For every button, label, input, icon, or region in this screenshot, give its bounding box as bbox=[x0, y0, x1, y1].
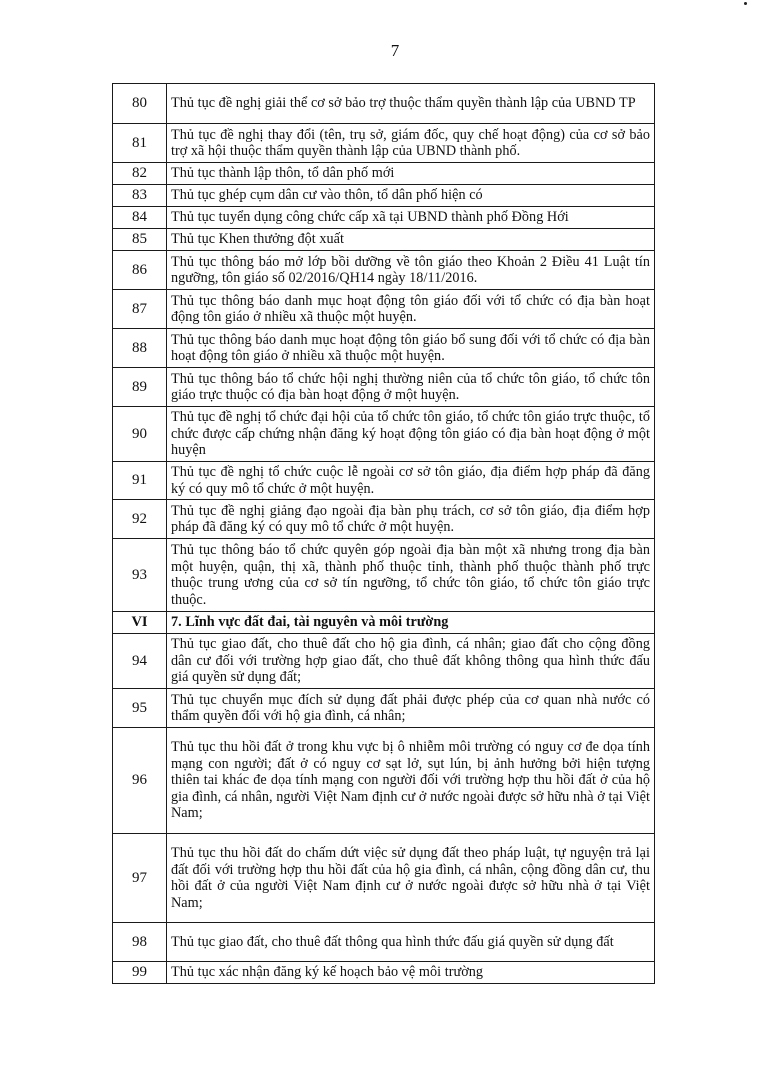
table-row bbox=[113, 368, 655, 407]
row-number: 89 bbox=[113, 368, 167, 407]
table-row bbox=[113, 229, 655, 251]
procedure-table-body bbox=[113, 84, 655, 984]
section-title: 7. Lĩnh vực đất đai, tài nguyên và môi trường bbox=[167, 612, 655, 634]
procedure-name: Thủ tục giao đất, cho thuê đất cho hộ gia đình, cá nhân; giao đất cho cộng đồng dân cư đối với trường hợp giao đất, cho thuê đất không thông qua hình thức đấu giá quyền sử dụng đất; bbox=[167, 634, 655, 689]
procedure-name: Thủ tục thông báo danh mục hoạt động tôn giáo đối với tổ chức có địa bàn hoạt động tôn giáo ở nhiều xã thuộc một huyện. bbox=[167, 290, 655, 329]
row-number: 97 bbox=[113, 834, 167, 923]
procedure-name: Thủ tục chuyển mục đích sử dụng đất phải được phép của cơ quan nhà nước có thẩm quyền đối với hộ gia đình, cá nhân; bbox=[167, 689, 655, 728]
procedure-name: Thủ tục thông báo tổ chức quyên góp ngoài địa bàn một xã nhưng trong địa bàn một huyện, quận, thị xã, thành phố thuộc tỉnh, thành phố thuộc thành phố trực thuộc trung ương của cơ sở tín ngưỡng, tổ chức tôn giáo, tổ chức tôn giáo trực thuộc. bbox=[167, 539, 655, 612]
table-row bbox=[113, 163, 655, 185]
procedure-table bbox=[112, 83, 655, 984]
row-number: 87 bbox=[113, 290, 167, 329]
procedure-name: Thủ tục thông báo tổ chức hội nghị thường niên của tổ chức tôn giáo, tổ chức tôn giáo trực thuộc có địa bàn hoạt động ở một huyện. bbox=[167, 368, 655, 407]
table-row bbox=[113, 689, 655, 728]
scan-artifact-dot bbox=[744, 2, 747, 5]
row-number: 96 bbox=[113, 728, 167, 834]
table-row bbox=[113, 407, 655, 462]
table-row bbox=[113, 728, 655, 834]
procedure-name: Thủ tục ghép cụm dân cư vào thôn, tổ dân phố hiện có bbox=[167, 185, 655, 207]
table-row bbox=[113, 207, 655, 229]
row-number: 85 bbox=[113, 229, 167, 251]
row-number: 95 bbox=[113, 689, 167, 728]
table-row bbox=[113, 329, 655, 368]
procedure-name: Thủ tục đề nghị tổ chức đại hội của tổ chức tôn giáo, tổ chức tôn giáo trực thuộc, tổ chức được cấp chứng nhận đăng ký hoạt động tôn giáo có địa bàn hoạt động ở một huyện bbox=[167, 407, 655, 462]
table-row bbox=[113, 539, 655, 612]
row-number: 94 bbox=[113, 634, 167, 689]
row-number: 86 bbox=[113, 251, 167, 290]
row-number: 91 bbox=[113, 462, 167, 500]
table-row bbox=[113, 634, 655, 689]
row-number: 88 bbox=[113, 329, 167, 368]
procedure-name: Thủ tục Khen thưởng đột xuất bbox=[167, 229, 655, 251]
procedure-name: Thủ tục đề nghị tổ chức cuộc lễ ngoài cơ sở tôn giáo, địa điểm hợp pháp đã đăng ký có quy mô tổ chức ở một huyện. bbox=[167, 462, 655, 500]
row-number: 84 bbox=[113, 207, 167, 229]
procedure-name: Thủ tục thành lập thôn, tổ dân phố mới bbox=[167, 163, 655, 185]
procedure-name: Thủ tục thu hồi đất ở trong khu vực bị ô nhiễm môi trường có nguy cơ đe dọa tính mạng con người; đất ở có nguy cơ sạt lở, sụt lún, bị ảnh hưởng bởi hiện tượng thiên tai khác đe dọa tính mạng con người đối với trường hợp thu hồi đất ở của hộ gia đình, cá nhân, người Việt Nam định cư ở nước ngoài được sở hữu nhà ở tại Việt Nam; bbox=[167, 728, 655, 834]
procedure-name: Thủ tục đề nghị thay đổi (tên, trụ sở, giám đốc, quy chế hoạt động) của cơ sở bảo trợ xã hội thuộc thẩm quyền thành lập của UBND thành phố. bbox=[167, 124, 655, 163]
table-row bbox=[113, 84, 655, 124]
procedure-name: Thủ tục xác nhận đăng ký kế hoạch bảo vệ môi trường bbox=[167, 962, 655, 984]
row-number: 92 bbox=[113, 500, 167, 539]
row-number: 82 bbox=[113, 163, 167, 185]
procedure-name: Thủ tục đề nghị giảng đạo ngoài địa bàn phụ trách, cơ sở tôn giáo, địa điểm hợp pháp đã đăng ký có quy mô tổ chức ở một huyện. bbox=[167, 500, 655, 539]
procedure-name: Thủ tục tuyển dụng công chức cấp xã tại UBND thành phố Đồng Hới bbox=[167, 207, 655, 229]
row-number: 93 bbox=[113, 539, 167, 612]
row-number: 80 bbox=[113, 84, 167, 124]
procedure-name: Thủ tục giao đất, cho thuê đất thông qua hình thức đấu giá quyền sử dụng đất bbox=[167, 923, 655, 962]
row-number: 81 bbox=[113, 124, 167, 163]
row-number: 83 bbox=[113, 185, 167, 207]
procedure-name: Thủ tục thu hồi đất do chấm dứt việc sử dụng đất theo pháp luật, tự nguyện trả lại đất đối với trường hợp thu hồi đất của hộ gia đình, cá nhân, cộng đồng dân cư, thu hồi đất ở của người Việt Nam định cư ở nước ngoài được sở hữu nhà ở tại Việt Nam; bbox=[167, 834, 655, 923]
table-row bbox=[113, 923, 655, 962]
row-number: 90 bbox=[113, 407, 167, 462]
page-number: 7 bbox=[390, 41, 400, 60]
table-row bbox=[113, 462, 655, 500]
table-row bbox=[113, 290, 655, 329]
table-row bbox=[113, 962, 655, 984]
procedure-name: Thủ tục thông báo mở lớp bồi dưỡng về tôn giáo theo Khoản 2 Điều 41 Luật tín ngưỡng, tôn giáo số 02/2016/QH14 ngày 18/11/2016. bbox=[167, 251, 655, 290]
table-row bbox=[113, 124, 655, 163]
section-number: VI bbox=[113, 612, 167, 634]
procedure-name: Thủ tục thông báo danh mục hoạt động tôn giáo bổ sung đối với tổ chức có địa bàn hoạt động tôn giáo ở nhiều xã thuộc một huyện. bbox=[167, 329, 655, 368]
table-row bbox=[113, 251, 655, 290]
row-number: 99 bbox=[113, 962, 167, 984]
row-number: 98 bbox=[113, 923, 167, 962]
table-row bbox=[113, 500, 655, 539]
table-row bbox=[113, 185, 655, 207]
table-row bbox=[113, 834, 655, 923]
procedure-name: Thủ tục đề nghị giải thể cơ sở bảo trợ thuộc thẩm quyền thành lập của UBND TP bbox=[167, 84, 655, 124]
section-row bbox=[113, 612, 655, 634]
